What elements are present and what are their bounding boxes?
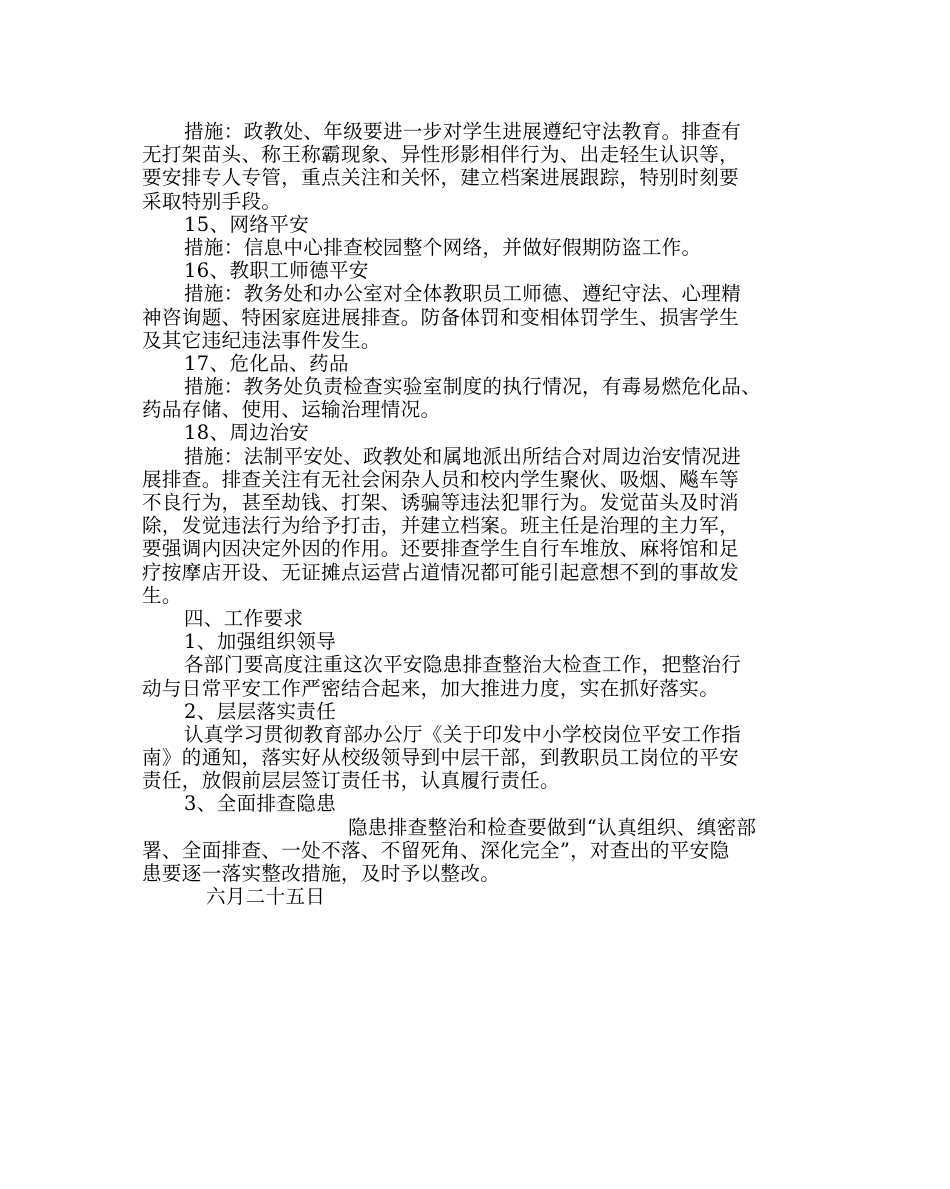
text-line: 四、工作要求 (184, 606, 304, 630)
text-line: 疗按摩店开设、无证摊点运营占道情况都可能引起意想不到的事故发 (142, 560, 740, 584)
text-line: 南》的通知，落实好从校级领导到中层干部，到教职员工岗位的平安 (142, 746, 740, 770)
text-line: 要安排专人专管，重点关注和关怀，建立档案进展跟踪，特别时刻要 (142, 166, 740, 190)
text-line: 措施：法制平安处、政教处和属地派出所结合对周边治安情况进 (184, 444, 742, 468)
text-line: 采取特别手段。 (142, 189, 282, 213)
document-page (142, 120, 820, 908)
text-line: 1、加强组织领导 (184, 630, 337, 654)
text-line: 六月二十五日 (206, 885, 326, 909)
text-line: 患要逐一落实整改措施，及时予以整改。 (142, 862, 501, 885)
text-line: 除，发觉违法行为给予打击，并建立档案。班主任是治理的主力军， (142, 514, 740, 538)
text-line: 药品存储、使用、运输治理情况。 (142, 398, 441, 422)
text-line: 署、全面排查、一处不落、不留死角、深化完全”，对查出的平安隐 (142, 838, 730, 862)
text-line: 及其它违纪违法事件发生。 (142, 328, 381, 352)
text-line: 措施：政教处、年级要进一步对学生进展遵纪守法教育。排查有 (184, 120, 742, 143)
text-line: 无打架苗头、称王称霸现象、异性形影相伴行为、出走轻生认识等， (142, 143, 740, 167)
text-line: 3、全面排查隐患 (184, 792, 337, 816)
text-line: 措施：信息中心排查校园整个网络，并做好假期防盗工作。 (184, 235, 702, 259)
text-line: 17、危化品、药品 (184, 351, 349, 375)
text-line: 责任，放假前层层签订责任书，认真履行责任。 (142, 769, 560, 793)
text-line: 18、周边治安 (184, 421, 310, 445)
text-line: 生。 (142, 583, 182, 607)
text-line: 16、教职工师德平安 (184, 259, 369, 283)
text-line: 神咨询题、特困家庭进展排查。防备体罚和变相体罚学生、损害学生 (142, 305, 740, 329)
text-line: 认真学习贯彻教育部办公厅《关于印发中小学校岗位平安工作指 (184, 722, 742, 746)
text-line: 各部门要高度注重这次平安隐患排查整治大检查工作，把整治行 (184, 653, 742, 677)
text-line: 15、网络平安 (184, 212, 310, 236)
text-line: 动与日常平安工作严密结合起来，加大推进力度，实在抓好落实。 (142, 676, 720, 700)
text-line: 隐患排查整治和检查要做到“认真组织、缜密部 (348, 815, 757, 839)
text-line: 展排查。排查关注有无社会闲杂人员和校内学生聚伙、吸烟、飚车等 (142, 467, 740, 491)
text-line: 措施：教务处和办公室对全体教职员工师德、遵纪守法、心理精 (184, 282, 742, 306)
text-line: 要强调内因决定外因的作用。还要排查学生自行车堆放、麻将馆和足 (142, 537, 740, 561)
text-line: 2、层层落实责任 (184, 699, 337, 723)
text-line: 不良行为，甚至劫钱、打架、诱骗等违法犯罪行为。发觉苗头及时消 (142, 491, 740, 514)
text-line: 措施：教务处负责检查实验室制度的执行情况，有毒易燃危化品、 (184, 375, 762, 399)
